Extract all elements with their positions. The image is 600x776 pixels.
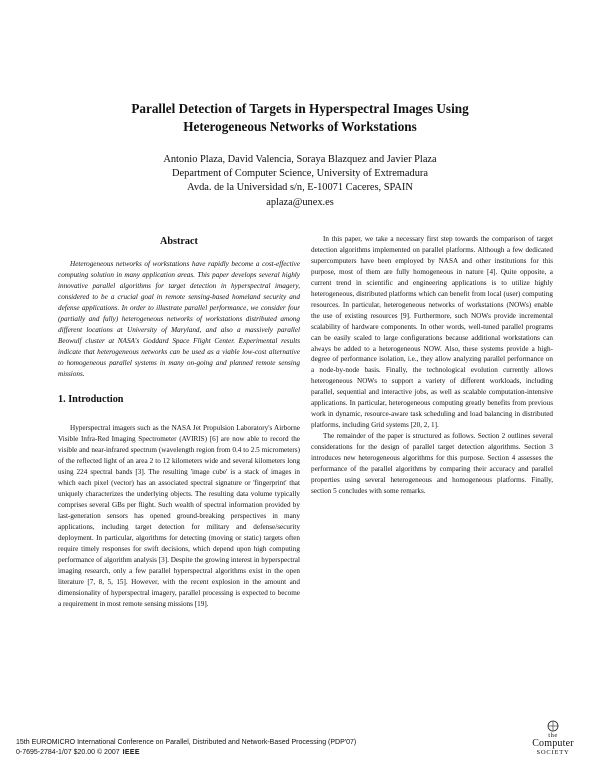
footer-copyright-line [16, 748, 356, 758]
intro-paragraph-2: In this paper, we take a necessary first step towards the comparison of target detection algorithms implemented on parallel platforms. Although a few dedicated supercomputers have been employed by NASA and other institutions for this purpose, most of them are fully homogeneous in nature [4]. Quite opposite, a current trend in scientific and engineering applications is to utilize highly heterogeneous, distributed platforms which can benefit from local (user) computing resources. In particular, heterogeneous networks of workstations (NOWs) enable the use of existing resources [9]. Furthermore, such NOWs provide incremental scalability of hardware components. In other words, well-tuned parallel programs can be easily scaled to large configurations because additional workstations can always be added to a heterogeneous NOW. Also, these systems provide a high-degree of performance isolation, i.e., they allow analyzing parallel performance on a node-by-node basis. Finally, the technological evolution currently allows heterogeneous NOWs to support a variety of different workloads, including parallel, sequential and interactive jobs, as well as scalable computation-intensive applications. In particular, heterogeneous computing greatly benefits from previous work in dynamic, resource-aware task scheduling and load balancing in distributed platforms, including Grid systems [20, 2, 1]. [311, 235, 553, 430]
author-address: Avda. de la Universidad s/n, E-10071 Caceres, SPAIN [187, 182, 413, 194]
abstract-text: Heterogeneous networks of workstations have rapidly become a cost-effective computing solution in many application areas. This paper develops several highly innovative parallel algorithms for target detection in hyperspectral imagery, considered to be a crucial goal in remote sensing-based homeland security and defense applications. In order to illustrate parallel performance, we consider four (partially and fully) heterogeneous networks of workstations distributed among different locations at University of Maryland, and also a massively parallel Beowulf cluster at NASA's Goddard Space Flight Center. Experimental results indicate that heterogeneous networks can be used as a viable low-cost alternative to homogeneous parallel systems in many on-going and planned remote sensing missions. [58, 260, 300, 378]
right-column [311, 234, 553, 497]
introduction-heading: 1. Introduction [58, 394, 124, 406]
author-department: Department of Computer Science, University of Extremadura [172, 168, 428, 180]
author-names: Antonio Plaza, David Valencia, Soraya Blazquez and Javier Plaza [163, 154, 437, 165]
title-line-1: Parallel Detection of Targets in Hyperspectral Images Using [131, 101, 469, 116]
abstract-heading: Abstract [160, 236, 198, 247]
author-email: aplaza@unex.es [266, 196, 334, 208]
logo-the: the [548, 732, 558, 739]
left-column [58, 234, 300, 610]
footer-isbn: 0-7695-2784-1/07 $20.00 © 2007 [16, 748, 120, 756]
paper-title [60, 100, 540, 136]
society-emblem-icon [546, 720, 560, 732]
computer-society-logo [518, 720, 588, 764]
logo-society: SOCIETY [536, 749, 570, 756]
footer-conference: 15th EUROMICRO International Conference on Parallel, Distributed and Network-Based Processing (PDP'07) [16, 739, 357, 746]
page-footer [16, 738, 356, 757]
intro-paragraph-3: The remainder of the paper is structured as follows. Section 2 outlines several considerations for the design of parallel target detection algorithms. Section 3 introduces new heterogeneous algorithms for this purpose. Section 4 assesses the performance of the parallel algorithms by comparing their accuracy and parallel properties using several heterogeneous and homogeneous platforms. Finally, section 5 concludes with some remarks. [311, 432, 553, 495]
title-line-2: Heterogeneous Networks of Workstations [183, 119, 417, 134]
author-block [60, 153, 540, 210]
intro-paragraph-1: Hyperspectral imagers such as the NASA Jet Propulsion Laboratory's Airborne Visible Infra-Red Imaging Spectrometer (AVIRIS) [6] are now able to record the visible and near-infrared spectrum (wavelength region from 0.4 to 2.5 micrometers) of the reflected light of an area 2 to 12 kilometers wide and several kilometers long using 224 spectral bands [3]. The resulting 'image cube' is a stack of images in which each pixel (vector) has an associated spectral signature or 'fingerprint' that uniquely characterizes the underlying objects. The resulting data volume typically comprises several GBs per flight. Such wealth of spectral information provided by last-generation sensors has opened ground-breaking perspectives in many applications, including target detection for military and defense/security deployment. In particular, algorithms for detecting (moving or static) targets often require timely responses for swift decisions, which depend upon high computing performance of algorithm analysis [3]. Despite the growing interest in hyperspectral imaging research, only a few parallel hyperspectral algorithms exist in the open literature [7, 8, 5, 15]. However, with the recent explosion in the amount and dimensionality of hyperspectral imagery, parallel processing is expected to become a requirement in most remote sensing missions [19]. [58, 424, 300, 608]
logo-computer: Computer [532, 738, 574, 749]
ieee-logo: IEEE [122, 748, 140, 756]
